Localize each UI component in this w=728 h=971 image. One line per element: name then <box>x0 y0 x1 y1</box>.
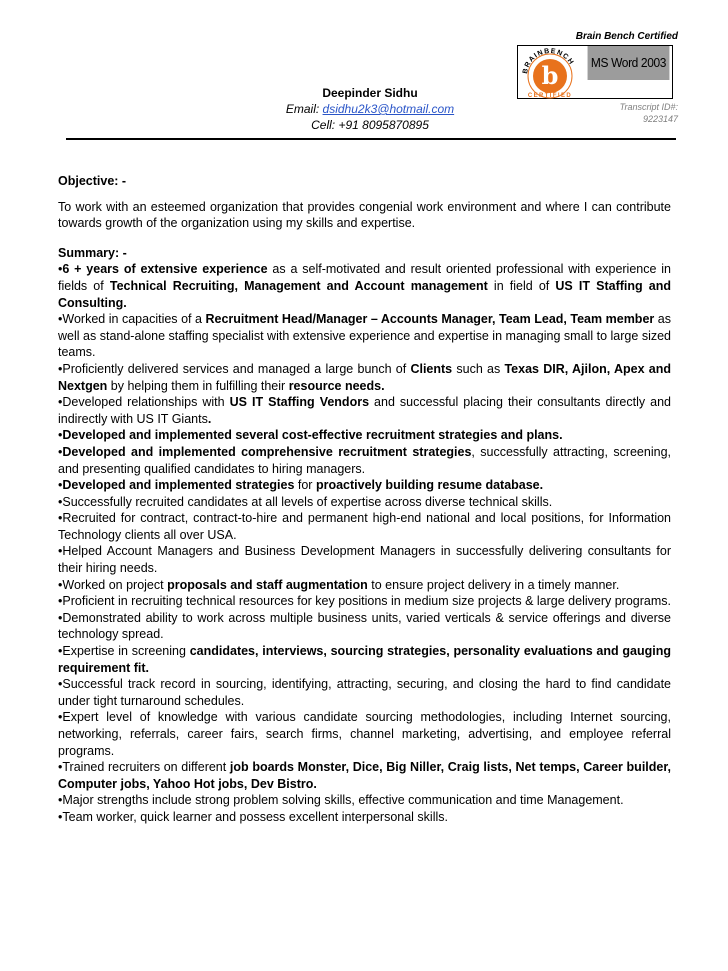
summary-text-run: US IT Staffing Vendors <box>229 395 370 410</box>
summary-item <box>58 261 671 311</box>
summary-text-run: US IT Staffing and Consulting. <box>58 278 671 310</box>
summary-item <box>58 577 671 594</box>
summary-item <box>58 361 671 394</box>
summary-item <box>58 427 671 444</box>
bullet-marker: • <box>58 610 63 625</box>
bullet-marker: • <box>58 395 63 410</box>
summary-text-run: , successfully attracting, screening, and presenting qualified candidates to hiring managers. <box>58 444 671 476</box>
summary-text-run: Major strengths include strong problem solving skills, effective communication and time Management. <box>62 793 624 808</box>
bullet-marker: • <box>58 544 63 559</box>
summary-text-run: Trained recruiters on different <box>62 760 230 775</box>
summary-item <box>58 444 671 477</box>
seal-letter: b <box>541 61 559 90</box>
bullet-marker: • <box>58 577 63 592</box>
summary-item <box>58 510 671 543</box>
bullet-marker: • <box>58 361 63 376</box>
summary-text-run: Developed and implemented comprehensive recruitment strategies <box>62 444 472 459</box>
bullet-marker: • <box>58 644 63 659</box>
summary-text-run: job boards Monster, Dice, Big Niller, Craig lists, Net temps, Career builder, Computer jobs, Yahoo Hot jobs, Dev Bistro. <box>58 760 671 791</box>
certification-label: Brain Bench Certified <box>575 31 678 42</box>
summary-heading: Summary: - <box>58 245 127 260</box>
summary-text-run: Proficiently delivered services and managed a large bunch of <box>62 361 411 376</box>
summary-text-run: to ensure project delivery in a timely manner. <box>367 577 620 592</box>
summary-text-run: for <box>294 478 316 493</box>
summary-text-run: Developed and implemented several cost-effective recruitment strategies and plans. <box>62 428 563 443</box>
transcript-info <box>598 101 678 125</box>
summary-text-run: Recruited for contract, contract-to-hire and permanent high-end national and local positions, for Information Technology clients all over USA. <box>58 511 671 542</box>
summary-text-run: in field of <box>487 278 556 293</box>
summary-item <box>58 477 671 494</box>
summary-text-run: Expertise in screening <box>62 644 190 659</box>
summary-text-run: and successful placing their consultants directly and indirectly with US IT Giants <box>58 395 671 426</box>
summary-item <box>58 494 671 511</box>
summary-item <box>58 809 671 826</box>
summary-item <box>58 311 671 361</box>
summary-item <box>58 792 671 809</box>
transcript-label: Transcript ID#: <box>619 102 678 112</box>
summary-text-run: Successfully recruited candidates at all levels of expertise across diverse technical skills. <box>62 494 553 509</box>
summary-list <box>58 261 671 825</box>
resume-body <box>58 173 671 826</box>
summary-text-run: 6 + years of extensive experience <box>62 262 268 277</box>
summary-text-run: Demonstrated ability to work across multiple business units, varied verticals & service offerings and diverse technology spread. <box>58 610 671 642</box>
certified-product: MS Word 2003 <box>588 46 670 80</box>
bullet-marker: • <box>58 809 63 824</box>
summary-text-run: resource needs. <box>288 378 385 393</box>
summary-item <box>58 610 671 643</box>
brainbench-badge <box>517 45 673 99</box>
summary-item <box>58 543 671 576</box>
summary-item <box>58 709 671 759</box>
summary-text-run: Recruitment Head/Manager – Accounts Manager, Team Lead, Team member <box>205 312 655 327</box>
candidate-name: Deepinder Sidhu <box>322 86 418 100</box>
summary-text-run: Technical Recruiting, Management and Account management <box>109 278 488 293</box>
summary-item <box>58 676 671 709</box>
summary-text-run: such as <box>452 361 505 376</box>
summary-text-run: Clients <box>410 361 453 376</box>
summary-text-run: Developed and implemented strategies <box>62 478 295 493</box>
bullet-marker: • <box>58 428 63 443</box>
summary-text-run: proposals and staff augmentation <box>167 577 368 592</box>
email-link[interactable]: dsidhu2k3@hotmail.com <box>322 102 455 116</box>
bullet-marker: • <box>58 312 63 327</box>
summary-text-run: candidates, interviews, sourcing strategies, personality evaluations and gauging requirement fit. <box>58 644 672 675</box>
bullet-marker: • <box>58 262 63 277</box>
summary-text-run: . <box>207 411 212 426</box>
bullet-marker: • <box>58 760 63 775</box>
summary-text-run: by helping them in fulfilling their <box>107 378 289 393</box>
summary-text-run: Developed relationships with <box>62 395 230 410</box>
objective-text: To work with an esteemed organization that provides congenial work environment and where I can contribute towards growth of the organization using my skills and expertise. <box>58 199 671 231</box>
summary-text-run: Proficient in recruiting technical resources for key positions in medium size projects & large delivery programs. <box>62 594 671 609</box>
bullet-marker: • <box>58 494 63 509</box>
summary-text-run: Team worker, quick learner and possess excellent interpersonal skills. <box>62 809 448 824</box>
email-line <box>230 101 510 117</box>
summary-text-run: as a self-motivated and result oriented professional with experience in fields of <box>58 262 672 293</box>
bullet-marker: • <box>58 793 63 808</box>
summary-text-run: Worked on project <box>62 577 168 592</box>
summary-text-run: Texas DIR, Ajilon, Apex and Nextgen <box>58 361 671 393</box>
bullet-marker: • <box>58 710 63 725</box>
summary-text-run: Successful track record in sourcing, identifying, attracting, securing, and closing the hard to find candidate under tight turnaround schedules. <box>58 677 671 708</box>
summary-text-run: as well as stand-alone staffing specialist with extensive experience and expertise in managing small to large sized teams. <box>58 312 671 360</box>
objective-heading: Objective: - <box>58 174 127 188</box>
svg-text:BRAINBENCH: BRAINBENCH <box>521 47 575 75</box>
svg-text:CERTIFIED: CERTIFIED <box>527 93 573 99</box>
header-divider <box>66 138 676 140</box>
email-label: Email: <box>285 102 323 116</box>
bullet-marker: • <box>58 478 63 493</box>
summary-item <box>58 759 671 792</box>
summary-text-run: proactively building resume database. <box>315 478 544 493</box>
brainbench-seal-logo <box>517 45 583 99</box>
contact-header <box>230 85 510 133</box>
summary-text-run: Worked in capacities of a <box>62 312 206 327</box>
summary-item <box>58 643 671 676</box>
bullet-marker: • <box>58 444 63 459</box>
transcript-id: 9223147 <box>642 114 678 124</box>
bullet-marker: • <box>58 594 63 609</box>
summary-item <box>58 593 671 610</box>
summary-text-run: Helped Account Managers and Business Development Managers in successfully delivering consultants for their hiring needs. <box>58 544 671 576</box>
cell-number: Cell: +91 8095870895 <box>311 118 429 132</box>
summary-item <box>58 394 671 427</box>
bullet-marker: • <box>58 677 63 692</box>
bullet-marker: • <box>58 511 63 526</box>
summary-text-run: Expert level of knowledge with various candidate sourcing methodologies, including Internet sourcing, networking, referrals, career fairs, search firms, channel marketing, advertising, and employee referral programs. <box>58 710 671 758</box>
